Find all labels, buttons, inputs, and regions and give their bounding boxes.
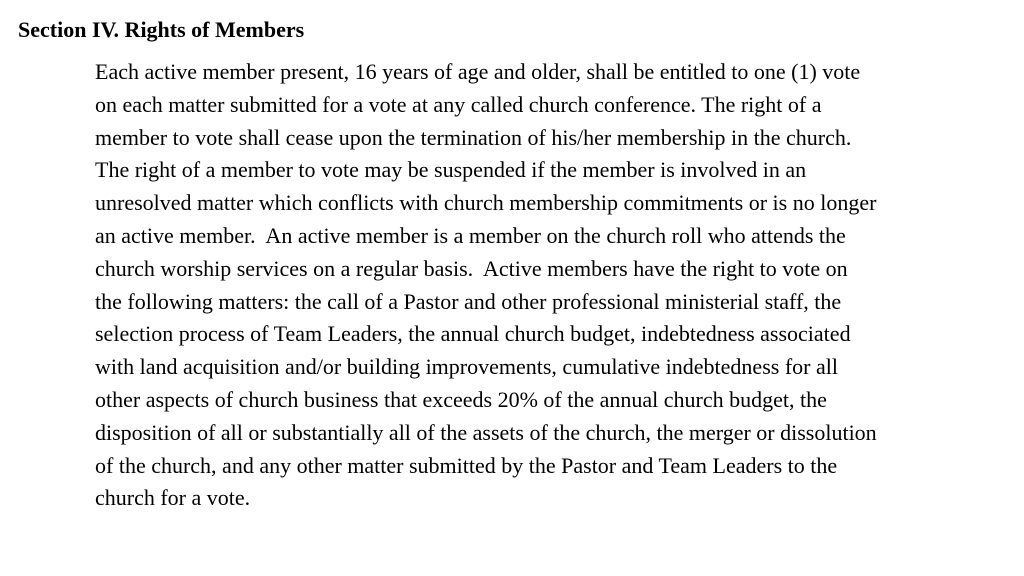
- body-line: Each active member present, 16 years of age and older, shall be entitled to one (1) vote: [95, 59, 861, 84]
- body-line: selection process of Team Leaders, the annual church budget, indebtedness associated: [95, 321, 851, 347]
- body-line: The right of a member to vote may be suspended if the member is involved in an: [95, 157, 807, 183]
- body-line: unresolved matter which conflicts with church membership commitments or is no longer: [95, 190, 877, 216]
- body-line: other aspects of church business that exceeds 20% of the annual church budget, the: [95, 386, 827, 412]
- body-line: member to vote shall cease upon the termination of his/her membership in the church.: [95, 124, 852, 150]
- body-line: on each matter submitted for a vote at any called church conference. The right of a: [95, 91, 822, 117]
- body-line: an active member. An active member is a member on the church roll who attends the: [95, 222, 846, 248]
- body-line: disposition of all or substantially all of the assets of the church, the merger or dissolution: [95, 419, 877, 445]
- section-body: [95, 56, 1015, 515]
- section-heading: Section IV. Rights of Members: [18, 17, 305, 42]
- body-line: church for a vote.: [95, 485, 251, 511]
- body-line: the following matters: the call of a Pastor and other professional ministerial staff, the: [95, 288, 842, 314]
- body-line: church worship services on a regular basis. Active members have the right to vote on: [95, 255, 848, 281]
- body-line: with land acquisition and/or building improvements, cumulative indebtedness for all: [95, 354, 838, 380]
- body-line: of the church, and any other matter submitted by the Pastor and Team Leaders to the: [95, 452, 838, 478]
